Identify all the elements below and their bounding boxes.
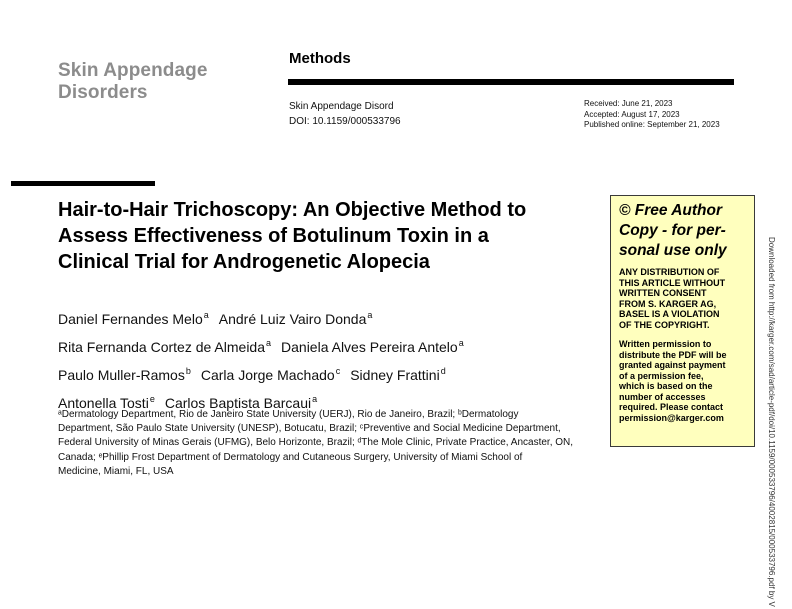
notice-warning-line: ANY DISTRIBUTION OF [619,267,720,277]
notice-heading-line: © Free Author [619,202,722,219]
author-affiliation-mark: b [185,366,191,376]
journal-abbrev: Skin Appendage Disord [289,101,394,112]
section-rule [288,79,734,85]
affiliation-line: Federal University of Minas Gerais (UFMG), Belo Horizonte, Brazil; ᵈThe Mole Clinic, Private Practice, Ancaster, ON, [58,437,574,449]
notice-warning-line: FROM S. KARGER AG, [619,298,717,309]
article-title [58,197,614,275]
author-name [350,367,446,383]
notice-permission-line: which is based on the [619,381,713,391]
title-line: Hair-to-Hair Trichoscopy: An Objective Method to [58,199,527,221]
author-name [219,311,373,327]
author-name-text: Paulo Muller-Ramos [58,367,185,383]
notice-permission-line: distribute the PDF will be [619,349,727,360]
author-affiliation-mark: c [335,366,341,376]
author-affiliation-mark: a [367,310,373,320]
notice-permission-line: granted against payment [619,360,726,370]
affiliation-line: Medicine, Miami, FL, USA [58,465,174,477]
author-name-text: Carla Jorge Machado [200,367,335,383]
author-line [58,331,474,359]
author-line [58,359,474,387]
notice-warning-line: WRITTEN CONSENT [619,288,707,298]
title-line: Assess Effectiveness of Botulinum Toxin in a [58,225,489,247]
author-name-text: Sidney Frattini [350,367,440,383]
author-name [58,367,191,383]
affiliation-line: Canada; ᵉPhillip Frost Department of Dermatology and Cutaneous Surgery, University of Miami School of [58,451,523,463]
author-affiliation-mark: d [440,366,446,376]
author-affiliation-mark: a [266,338,272,348]
notice-permission-line: number of accesses [619,391,706,402]
affiliation-line: Department, São Paulo State University (UNESP), Botucatu, Brazil; ᶜPreventive and Social Medicine Department, [58,423,561,435]
notice-warning [619,267,746,330]
received-date: Received: June 21, 2023 [584,99,673,108]
notice-heading-line: sonal use only [619,242,727,259]
publication-dates [584,99,720,131]
author-affiliation-mark: a [312,394,318,404]
notice-warning-line: BASEL IS A VIOLATION [619,309,720,319]
journal-name-line-1: Skin Appendage [58,60,208,81]
author-line [58,303,474,331]
author-name [281,339,464,355]
title-rule [11,181,155,186]
author-name [201,367,340,383]
notice-permission-line: Written permission to [619,339,712,349]
notice-permission [619,339,746,423]
affiliation-line: ᵃDermatology Department, Rio de Janeiro State University (UERJ), Rio de Janeiro, Brazil; ᵇDermatology [58,409,519,420]
affiliations [58,408,606,479]
section-label: Methods [289,50,351,67]
author-affiliation-mark: e [149,394,155,404]
journal-name-line-2: Disorders [58,82,148,103]
notice-warning-line: THIS ARTICLE WITHOUT [619,277,726,288]
author-affiliation-mark: a [458,338,464,348]
notice-warning-line: OF THE COPYRIGHT. [619,319,710,330]
published-date: Published online: September 21, 2023 [584,120,720,129]
notice-heading-line: Copy - for per- [619,222,726,239]
author-name-text: André Luiz Vairo Donda [218,311,367,327]
journal-name [58,60,208,104]
title-line: Clinical Trial for Androgenetic Alopecia [58,251,430,273]
notice-permission-line: required. Please contact [619,402,724,412]
notice-permission-line: of a permission fee, [619,370,704,381]
author-name-text: Carlos Baptista Barcaui [164,395,312,411]
author-name-text: Daniela Alves Pereira Antelo [281,339,458,355]
download-watermark: Downloaded from http://karger.com/sad/article-pdf/doi/10.1159/000533796/4002815/000533796.pdf by V [767,237,776,607]
author-name [58,311,209,327]
journal-meta [289,99,401,129]
doi-link[interactable]: DOI: 10.1159/000533796 [289,116,401,127]
permission-email-link[interactable]: permission@karger.com [619,412,724,423]
author-list [58,303,474,415]
notice-heading [619,201,746,261]
author-name-text: Rita Fernanda Cortez de Almeida [58,339,265,355]
copyright-notice-box [610,195,755,447]
author-name-text: Daniel Fernandes Melo [58,311,203,327]
author-name-text: Antonella Tosti [58,395,149,411]
author-affiliation-mark: a [203,310,209,320]
accepted-date: Accepted: August 17, 2023 [584,109,680,119]
author-name [58,339,271,355]
